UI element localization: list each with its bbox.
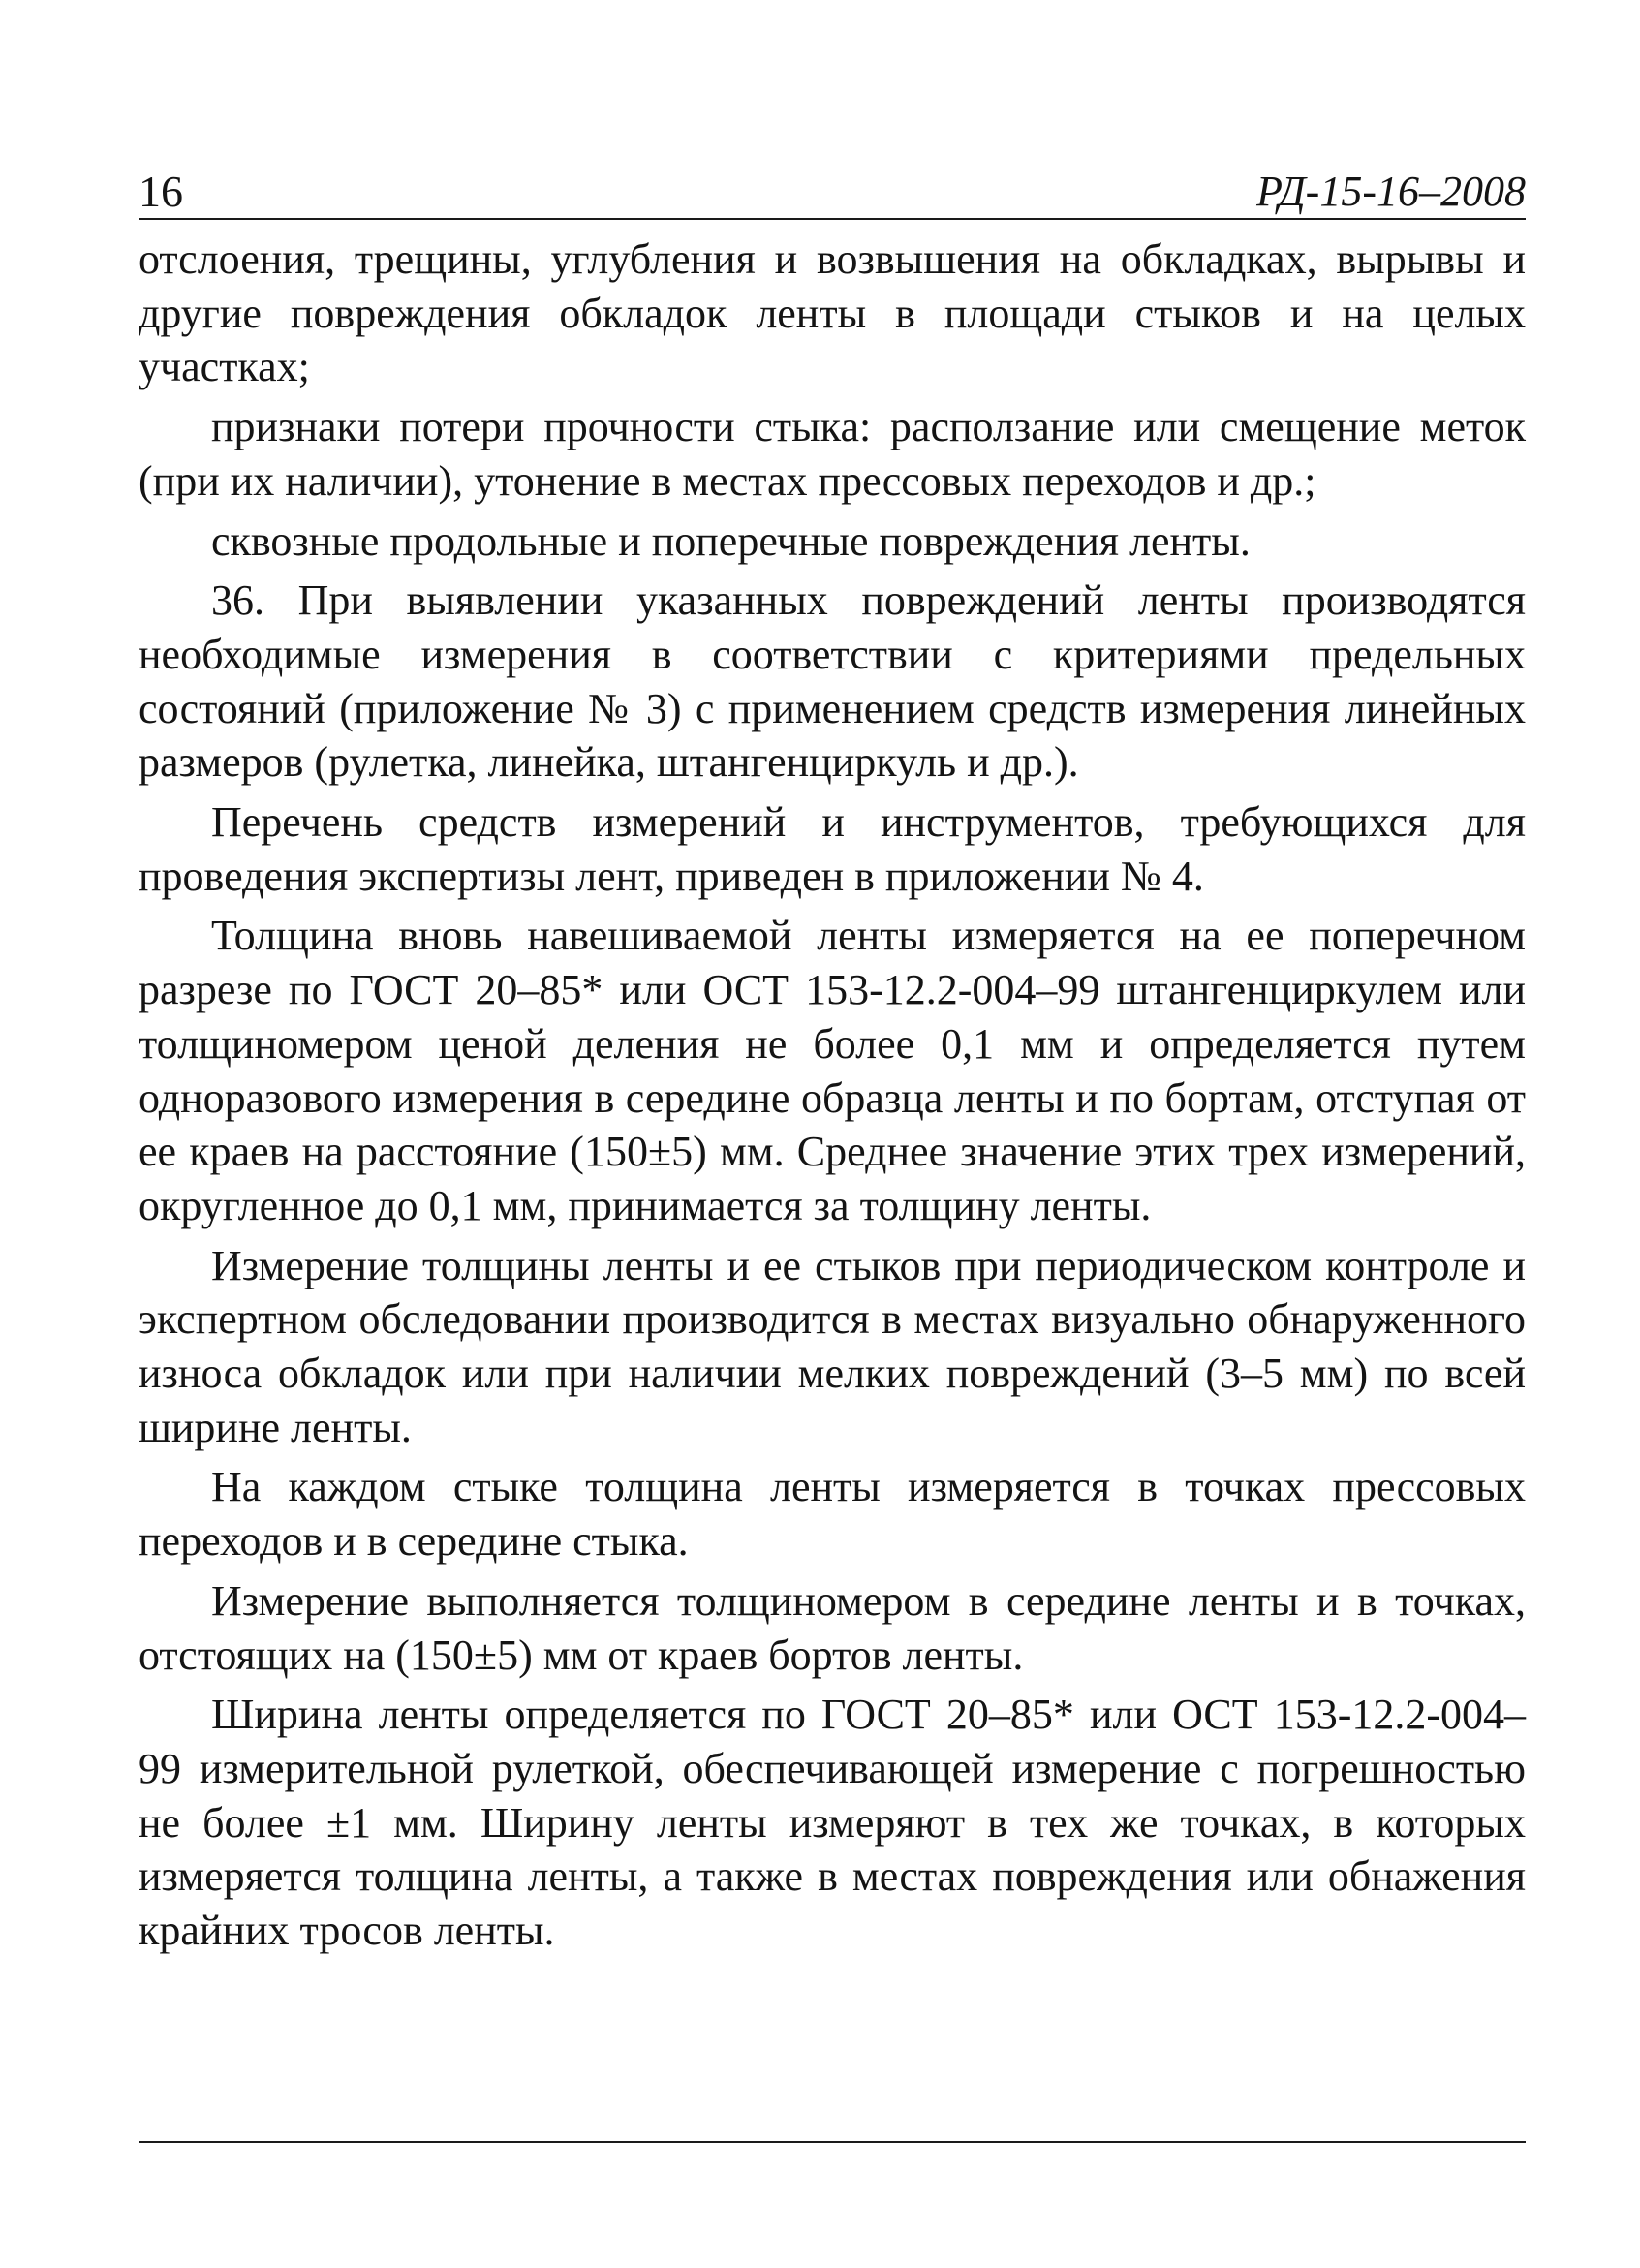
page-number: 16 bbox=[139, 167, 183, 216]
page-header bbox=[139, 165, 1526, 219]
header-rule bbox=[139, 218, 1526, 220]
paragraph: сквозные продольные и поперечные повреждения ленты. bbox=[211, 516, 1251, 565]
paragraph: 36. При выявлении указанных повреждений ленты производятся необходимые измерения в соответствии с критериями предельных состояний (приложение № 3) с применением средств измерения линейных размеров (рулетка, линейка, штангенциркуль и др.). bbox=[139, 576, 1526, 787]
body-text bbox=[139, 233, 1526, 1964]
paragraph: Измерение выполняется толщиномером в середине ленты и в точках, отстоящих на (150±5) мм от краев бортов ленты. bbox=[139, 1576, 1526, 1679]
paragraph: признаки потери прочности стыка: расползание или смещение меток (при их наличии), утонение в местах прессовых переходов и др.; bbox=[139, 403, 1526, 505]
paragraph: Измерение толщины ленты и ее стыков при периодическом контроле и экспертном обследовании производится в местах визуально обнаруженного износа обкладок или при наличии мелких повреждений (3–5 мм) по всей ширине ленты. bbox=[139, 1241, 1526, 1451]
paragraph: На каждом стыке толщина ленты измеряется в точках прессовых переходов и в середине стыка. bbox=[139, 1463, 1526, 1566]
paragraph: отслоения, трещины, углубления и возвышения на обкладках, вырывы и другие повреждения обкладок ленты в площади стыков и на целых участках; bbox=[139, 235, 1526, 391]
footer-rule bbox=[139, 2141, 1526, 2143]
paragraph: Ширина ленты определяется по ГОСТ 20–85* или ОСТ 153-12.2-004–99 измерительной рулеткой, обеспечивающей измерение с погрешностью не более ±1 мм. Ширину ленты измеряют в тех же точках, в которых измеряется толщина ленты, а также в местах повреждения или обнажения крайних тросов ленты. bbox=[139, 1691, 1526, 1955]
paragraph: Толщина вновь навешиваемой ленты измеряется на ее поперечном разрезе по ГОСТ 20–85* или ОСТ 153-12.2-004–99 штангенциркулем или толщиномером ценой деления не более 0,1 мм и определяется путем одноразового измерения в середине образца ленты и по бортам, отступая от ее краев на расстояние (150±5) мм. Среднее значение этих трех измерений, округленное до 0,1 мм, принимается за толщину ленты. bbox=[139, 912, 1526, 1229]
paragraph: Перечень средств измерений и инструментов, требующихся для проведения экспертизы лент, приведен в приложении № 4. bbox=[139, 798, 1526, 900]
document-code: РД-15-16–2008 bbox=[1256, 168, 1526, 215]
